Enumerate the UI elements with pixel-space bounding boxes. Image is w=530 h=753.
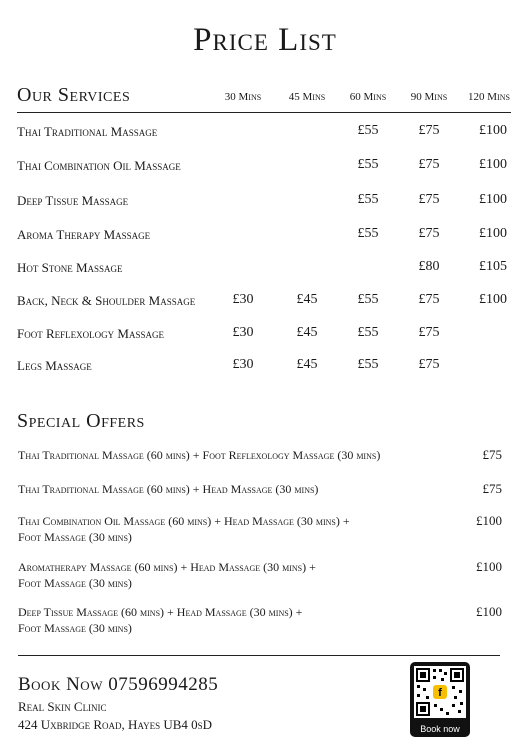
price-90: £75 — [418, 123, 440, 138]
offer-line-2: Foot Massage (30 mins) — [18, 530, 132, 544]
column-header-30: 30 Mins — [224, 91, 262, 103]
service-row — [17, 326, 511, 346]
price-60: £55 — [357, 226, 379, 241]
price-30: £30 — [232, 325, 254, 340]
price-60: £55 — [357, 292, 379, 307]
service-name: Foot Reflexology Massage — [17, 326, 164, 341]
service-name: Legs Massage — [17, 358, 92, 373]
service-row — [17, 260, 511, 280]
clinic-name: Real Skin Clinic — [18, 699, 107, 714]
qr-code-image — [414, 666, 466, 718]
price-45: £45 — [296, 325, 318, 340]
column-header-120: 120 Mins — [468, 91, 510, 103]
offers-heading: Special Offers — [17, 410, 145, 432]
svg-text:f: f — [438, 687, 442, 699]
offer-price: £100 — [476, 513, 502, 528]
price-90: £75 — [418, 226, 440, 241]
offer-line-1: Thai Traditional Massage (60 mins) + Foot Reflexology Massage (30 mins) — [18, 448, 381, 462]
service-row — [17, 158, 511, 178]
price-60: £55 — [357, 325, 379, 340]
price-120: £100 — [479, 226, 507, 241]
offer-line-1: Aromatherapy Massage (60 mins) + Head Massage (30 mins) + — [18, 560, 316, 574]
price-60: £55 — [357, 192, 379, 207]
price-45: £45 — [296, 357, 318, 372]
service-name: Deep Tissue Massage — [17, 193, 129, 208]
column-header-90: 90 Mins — [410, 91, 448, 103]
services-heading: Our Services — [17, 84, 131, 106]
book-now-phone: Book Now 07596994285 — [18, 674, 219, 695]
offer-description — [18, 447, 438, 463]
offer-line-2: Foot Massage (30 mins) — [18, 576, 132, 590]
service-row — [17, 358, 511, 378]
offer-line-1: Thai Combination Oil Massage (60 mins) + Head Massage (30 mins) + — [18, 514, 350, 528]
offer-price: £100 — [476, 604, 502, 619]
service-name: Thai Traditional Massage — [17, 124, 158, 139]
price-45: £45 — [296, 292, 318, 307]
price-90: £75 — [418, 192, 440, 207]
price-60: £55 — [357, 157, 379, 172]
price-60: £55 — [357, 123, 379, 138]
service-name: Thai Combination Oil Massage — [17, 158, 181, 173]
footer-divider — [18, 655, 500, 656]
price-30: £30 — [232, 292, 254, 307]
price-60: £55 — [357, 357, 379, 372]
offer-description — [18, 481, 438, 497]
offer-price: £75 — [482, 447, 502, 462]
price-120: £100 — [479, 292, 507, 307]
column-header-45: 45 Mins — [288, 91, 326, 103]
offer-price: £100 — [476, 559, 502, 574]
price-30: £30 — [232, 357, 254, 372]
price-120: £100 — [479, 157, 507, 172]
service-name: Back, Neck & Shoulder Massage — [17, 293, 196, 308]
offer-line-1: Deep Tissue Massage (60 mins) + Head Massage (30 mins) + — [18, 605, 303, 619]
price-90: £75 — [418, 357, 440, 372]
page-title: Price List — [193, 22, 337, 58]
price-90: £75 — [418, 157, 440, 172]
qr-label: Book now — [420, 724, 460, 734]
booking-qr-code[interactable] — [410, 662, 470, 737]
column-header-60: 60 Mins — [349, 91, 387, 103]
service-row — [17, 193, 511, 213]
offer-price: £75 — [482, 481, 502, 496]
price-120: £100 — [479, 192, 507, 207]
offer-description — [18, 513, 438, 545]
service-name: Aroma Therapy Massage — [17, 227, 151, 242]
price-90: £75 — [418, 325, 440, 340]
price-90: £75 — [418, 292, 440, 307]
clinic-address: 424 Uxbridge Road, Hayes UB4 0sD — [18, 717, 213, 732]
offer-line-1: Thai Traditional Massage (60 mins) + Head Massage (30 mins) — [18, 482, 319, 496]
price-120: £100 — [479, 123, 507, 138]
service-row — [17, 124, 511, 144]
price-90: £80 — [418, 259, 440, 274]
services-header — [17, 84, 511, 113]
service-row — [17, 293, 511, 313]
service-row — [17, 227, 511, 247]
service-name: Hot Stone Massage — [17, 260, 123, 275]
offer-description — [18, 604, 438, 636]
offer-description — [18, 559, 438, 591]
offer-line-2: Foot Massage (30 mins) — [18, 621, 132, 635]
price-120: £105 — [479, 259, 507, 274]
